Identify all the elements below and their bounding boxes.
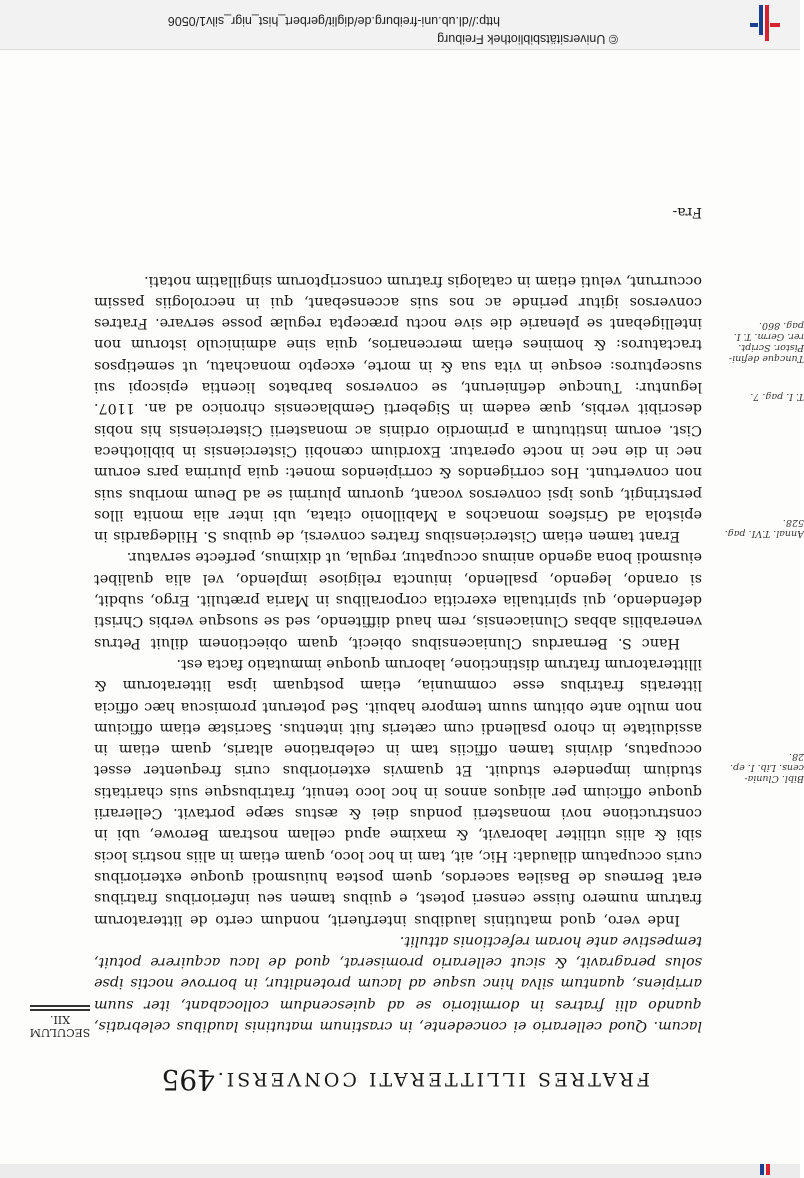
scanned-page (0, 50, 804, 1164)
margin-seculum-label: SECULUM (29, 1026, 91, 1039)
paragraph-3: Hanc S. Bernardus Cluniacensibus obiecit, quam obiectionem diluit Petrus venerabilis abbas Cluniacensis, rem haud diffitendo, sed se suosque verbis Christi defendendo, qui spiritualia exercitia corporalibus in Maria prætulit. Ergo, subdit, si orando, legendo, psallendo, iniuncta religiose implendo, vel alia qualibet eiusmodi bona agendo animus occupatur, regula, ut diximus, perfecte servatur. (94, 549, 702, 651)
margin-rule (30, 1009, 90, 1011)
margin-seculum-number: XII. (49, 1013, 71, 1026)
margin-note-bibl: Bibl. Clunia-cens. Lib. I. ep. 28. (730, 751, 804, 784)
viewer-bottom-bar (0, 1163, 800, 1178)
viewer-top-bar (0, 0, 800, 50)
paragraph-1: lacum. Quod cellerario ei concedente, in crastinum matutinis laudibus celebratis, quando alii fratres in dormitorio se ad quiescendum collocabant, iter suum arripiens, quantum silva hinc usque ad lacum protenditur, in borrove noctis ipse solus peragravit, & sicut cellerario promiserat, quod de lacu acquirere potuit, tempestive ante horam refectionis attulit. (94, 932, 702, 1034)
paragraph-2: Inde vero, quod matutinis laudibus interfuerit, nondum certo de litteratorum fratrum numero fuisse censeri potest, e quibus tamen seu inferioribus fratribus erat Berneus de Basilea sacerdos, quem postea huiusmodi quoque exterioribus curis occupatum dilaudat: Hic, ait, tam in hoc loco, quam etiam in aliis nostris locis sibi & aliis utiliter laboravit, & maxime apud cellam nostram Berowe, ubi in constructione novi monasterii pondus diei & æstus sæpe portavit. Cellerarii quoque officium per aliquos annos in hoc loco tenuit, fratribusque suis charitatis studium impendere studuit. Et quamvis exterioribus curis frequenter esset occupatus, divinis tamen officiis tam in celebratione altaris, quam etiam in assiduitate in choro psallendi cum cæteris fuit intentus. Sacristæ etiam officium non multo ante obitum suum tempore habuit. Sed poterunt promiscua hæc officia litteratis fratribus esse communia, etiam postquam ipsa litteratorum & illitteratorum fratrum distinctione, laborum quoque immutatio facta est. (94, 655, 702, 928)
copyright-text: © Universitätsbibliothek Freiburg (437, 32, 618, 46)
paragraph-4: Erant tamen etiam Cisterciensibus fratres conversi, de quibus S. Hildegardis in epistola ad Grisfeos monachos a Mabillonio citata, ubi inter alia monita illos perstringit, quos ipsi conversos vocant, quorum plurimi se ad Deum moribus suis non convertunt. Hos corrigendos & corripiendos monet: quia plurima pars eorum nec in die nec in nocte operatur. Exordium cœnobii Cisterciensis in bibliotheca Cist. eorum institutum a primordio ordinis ac monasterii Cisterciensis his nobis describit verbis, quæ eadem in Sigeberti Gemblacensis chronico ad an. 1107. leguntur: Tuncque definierunt, se conversos barbatos licentia episcopi sui suscepturos: eosque in vita sua & in morte, excepto monachatu, ut semetipsos tractaturos: & homines etiam mercenarios, quia sine adminiculo istorum non intelligebant se plenarie die sive noctu præcepta regulæ posse servare. Fratres conversos igitur perinde ac nos suis accensebant, qui in necrologiis passim occurrunt, veluti etiam in catalogis fratrum conscriptorum singillatim notati. (94, 272, 702, 545)
page-url-link[interactable]: http://dl.ub.uni-freiburg.de/diglit/gerbert_hist_nigr_silv1/0506 (167, 14, 500, 28)
ub-freiburg-logo-icon (746, 1166, 786, 1178)
margin-note-pistor: Tuncque defini-Pistor. Script. rer. Germ. T. I. pag. 860. (728, 320, 804, 364)
margin-note-annal: Annal. T.VI. pag. 528. (724, 517, 804, 539)
margin-seculum (20, 1003, 100, 1039)
page-header (0, 1060, 800, 1096)
catchword: Fra- (672, 204, 702, 220)
margin-note-tome: T. I. pag. 7. (750, 391, 804, 402)
ub-freiburg-logo-icon[interactable] (746, 5, 786, 41)
running-title: FRATRES ILLITTERATI CONVERSI. (214, 1068, 650, 1090)
page-body-text (94, 269, 702, 1036)
page-number: 495 (161, 1063, 215, 1096)
margin-rule (30, 1005, 90, 1007)
